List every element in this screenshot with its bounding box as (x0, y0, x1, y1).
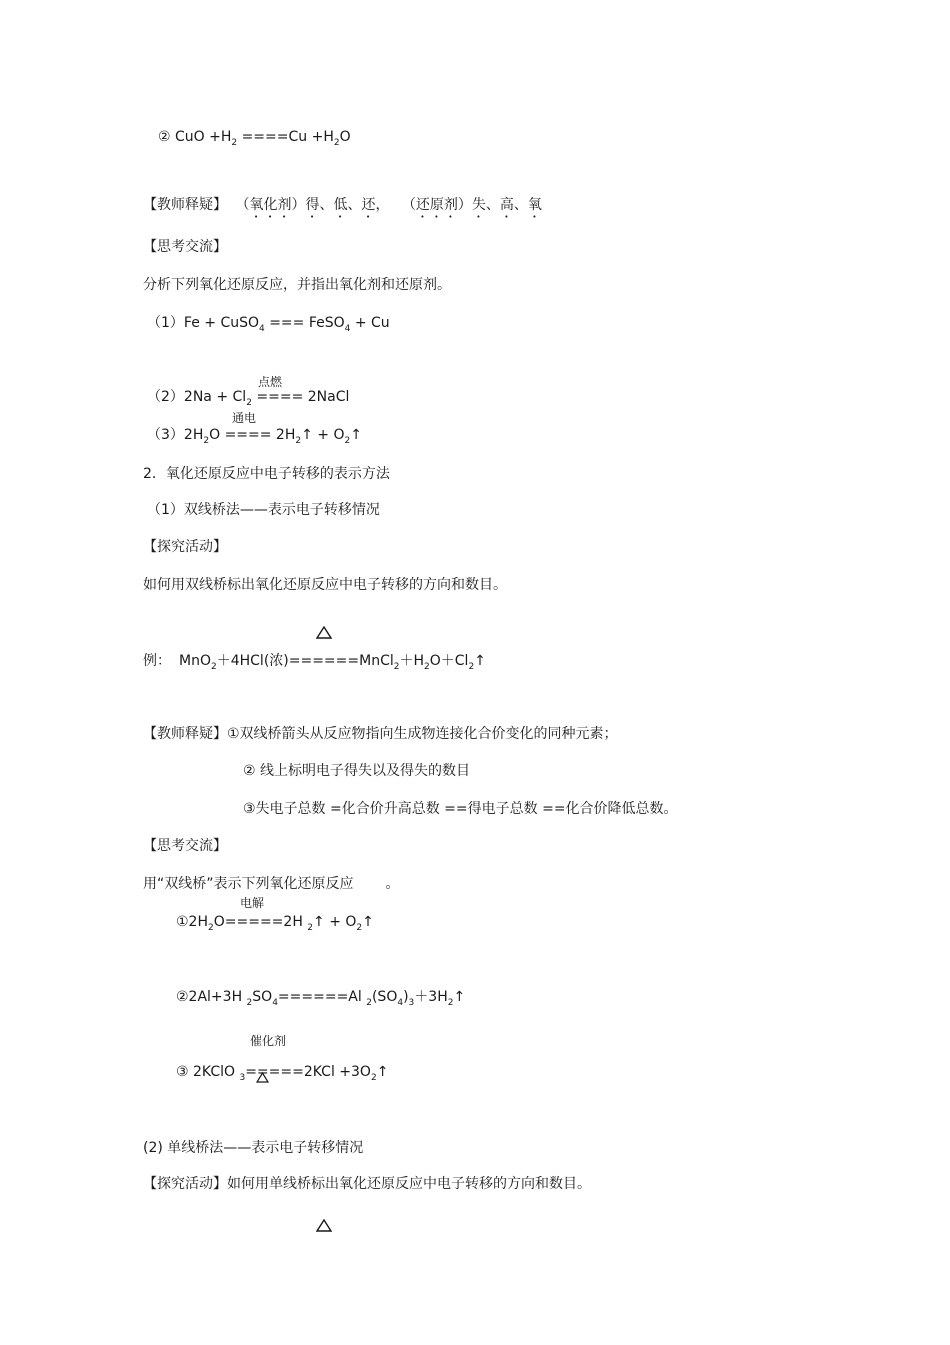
teacher-explanation-2-line-3: ③失电子总数 =化合价升高总数 ==得电子总数 ==化合价降低总数。 (243, 801, 678, 817)
reaction-1: （1）Fe + CuSO$_4$ === FeSO$_4$ + Cu (147, 315, 390, 334)
exercise-3-equation: ③ 2KClO $_3=====2KCl +3O_2↑$ (176, 1064, 389, 1083)
analyze-instruction: 分析下列氧化还原反应，并指出氧化剂和还原剂。 (143, 277, 451, 293)
condition-electrolysis: 通电 (232, 411, 257, 425)
double-bridge-title: （1）双线桥法——表示电子转移情况 (147, 502, 380, 518)
think-exchange-heading-2: 【思考交流】 (143, 838, 227, 854)
think-exchange-heading-1: 【思考交流】 (143, 239, 227, 255)
use-double-bridge-instruction: 用“双线桥”表示下列氧化还原反应 。 (143, 876, 400, 892)
equation-cuo: ② CuO $+H_2 ====Cu +H_2O$ (158, 129, 351, 148)
explore-single-bridge: 【探究活动】如何用单线桥标出氧化还原反应中电子转移的方向和数目。 (143, 1176, 591, 1192)
section-2-title: 2．氧化还原反应中电子转移的表示方法 (143, 466, 390, 482)
explore-heading-1: 【探究活动】 (143, 539, 227, 555)
teacher-explanation-1: 【教师释疑】 （氧化剂）得、低、还， （还原剂）失、高、氧 (143, 197, 542, 213)
condition-catalyst: 催化剂 (250, 1034, 287, 1048)
single-bridge-title: (2) 单线桥法——表示电子转移情况 (143, 1140, 364, 1156)
reaction-3: $(3)2H_2O$ ==== $2H_2↑$ + $O_2↑$ (147, 427, 362, 446)
example-equation: 例： MnO$_2$＋4HCl(浓)$======MnCl_2+H_2O+Cl_2↑$ (143, 653, 486, 672)
condition-ignite: 点燃 (258, 375, 283, 389)
double-bridge-question: 如何用双线桥标出氧化还原反应中电子转移的方向和数目。 (143, 577, 507, 593)
exercise-2-equation: ②2Al+3H $_2SO_4======Al$ $_2(SO_4)_3+3H_2↑$ (176, 989, 466, 1008)
teacher-explanation-2: 【教师释疑】①双线桥箭头从反应物指向生成物连接化合价变化的同种元素； (143, 726, 618, 742)
condition-electrolysis-2: 电解 (240, 896, 265, 910)
reaction-2: $(2)2Na + Cl_2$ ==== 2NaCl (147, 389, 350, 408)
teacher-explanation-2-line-2: ② 线上标明电子得失以及得失的数目 (243, 763, 471, 779)
exercise-1-equation: $①2H_2O=====2H$ $_2$↑ + $O_2↑$ (176, 914, 374, 933)
